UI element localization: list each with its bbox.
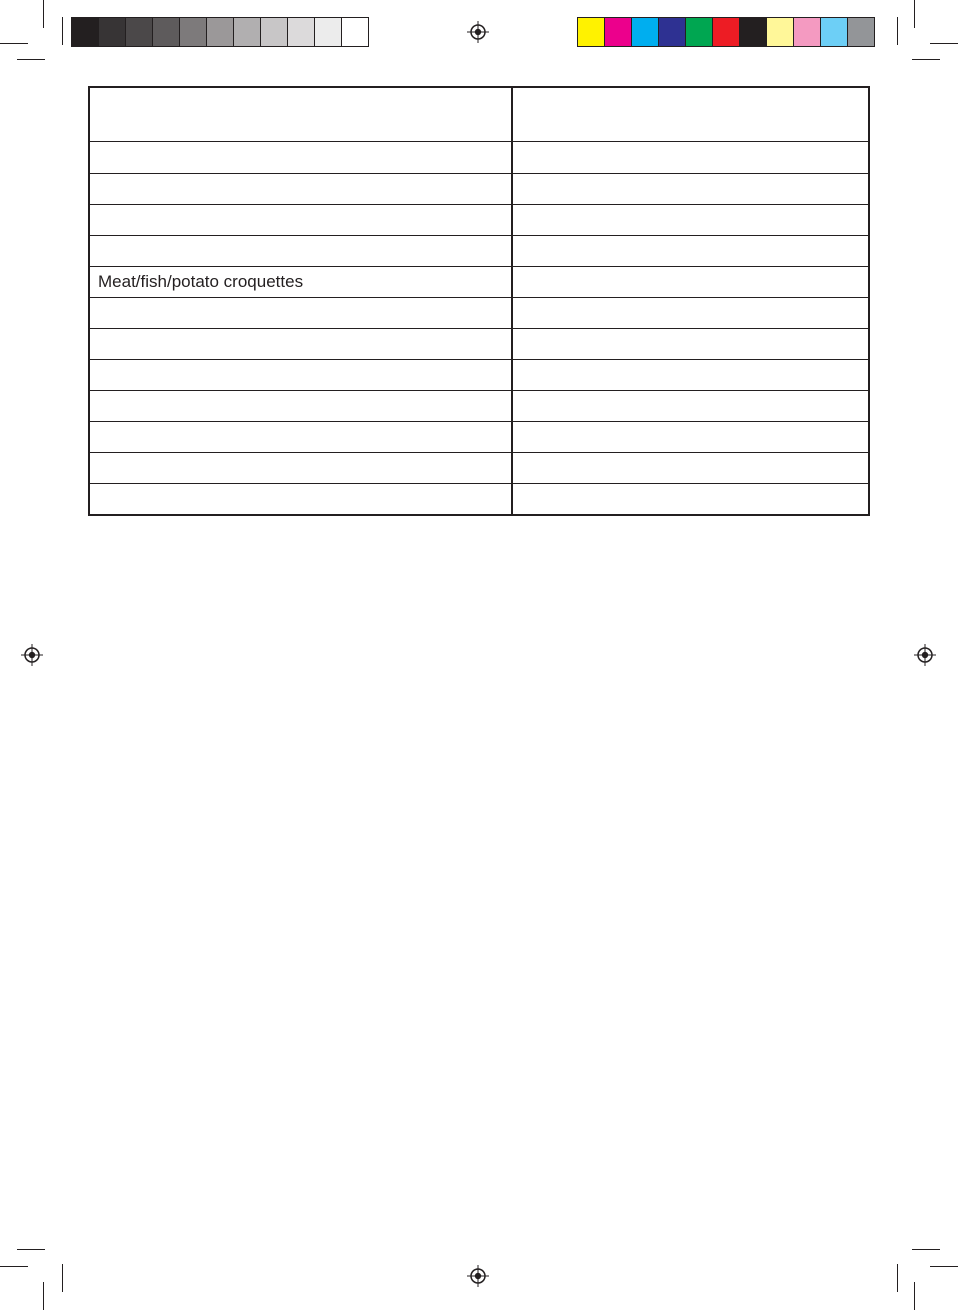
registration-mark-icon (914, 644, 936, 666)
gray-swatch (207, 18, 234, 46)
registration-mark-icon (21, 644, 43, 666)
table-cell (513, 422, 868, 452)
gray-swatch (99, 18, 126, 46)
crop-mark (930, 1266, 958, 1267)
table-cell (513, 391, 868, 421)
crop-mark (930, 43, 958, 44)
table-cell (513, 453, 868, 483)
table-cell (90, 142, 513, 173)
table-row (90, 142, 868, 173)
gray-swatch (180, 18, 207, 46)
table-body (90, 142, 868, 514)
crop-mark (897, 17, 898, 45)
table-cell (90, 360, 513, 390)
table-cell (90, 329, 513, 359)
table-header-cell (513, 88, 868, 141)
crop-mark (914, 1282, 915, 1310)
table-row (90, 204, 868, 235)
table-cell: Meat/fish/potato croquettes (90, 267, 513, 297)
table-cell (513, 329, 868, 359)
data-table (88, 86, 870, 516)
gray-swatch (315, 18, 342, 46)
grayscale-calibration-bar (71, 17, 369, 47)
table-cell (90, 205, 513, 235)
crop-mark (912, 1249, 940, 1250)
gray-swatch (72, 18, 99, 46)
table-row (90, 390, 868, 421)
color-swatch (713, 18, 740, 46)
table-cell (513, 236, 868, 266)
crop-mark (0, 43, 28, 44)
color-swatch (578, 18, 605, 46)
crop-mark (62, 17, 63, 45)
color-swatch (605, 18, 632, 46)
gray-swatch (261, 18, 288, 46)
table-row (90, 421, 868, 452)
crop-mark (17, 59, 45, 60)
table-row (90, 359, 868, 390)
table-row (90, 235, 868, 266)
table-cell (513, 360, 868, 390)
crop-mark (912, 59, 940, 60)
color-swatch (821, 18, 848, 46)
crop-mark (62, 1264, 63, 1292)
crop-mark (914, 0, 915, 28)
crop-mark (897, 1264, 898, 1292)
table-cell (90, 484, 513, 514)
table-cell (90, 422, 513, 452)
table-cell (90, 391, 513, 421)
table-cell (513, 298, 868, 328)
crop-mark (17, 1249, 45, 1250)
table-cell (513, 205, 868, 235)
color-swatch (848, 18, 875, 46)
table-cell (90, 174, 513, 204)
color-swatch (659, 18, 686, 46)
table-row (90, 328, 868, 359)
crop-mark (43, 1282, 44, 1310)
gray-swatch (126, 18, 153, 46)
table-row (90, 452, 868, 483)
table-cell (513, 174, 868, 204)
table-cell (513, 267, 868, 297)
table-row (90, 266, 868, 297)
table-cell (90, 236, 513, 266)
color-swatch (740, 18, 767, 46)
table-cell (90, 298, 513, 328)
color-swatch (767, 18, 794, 46)
table-cell (513, 484, 868, 514)
color-swatch (794, 18, 821, 46)
crop-mark (43, 0, 44, 28)
crop-mark (0, 1266, 28, 1267)
gray-swatch (234, 18, 261, 46)
color-calibration-bar (577, 17, 875, 47)
registration-mark-icon (467, 1265, 489, 1287)
gray-swatch (153, 18, 180, 46)
table-row (90, 173, 868, 204)
table-header-row (90, 88, 868, 142)
table-cell (513, 142, 868, 173)
table-row (90, 483, 868, 514)
table-row (90, 297, 868, 328)
table-header-cell (90, 88, 513, 141)
color-swatch (632, 18, 659, 46)
table-cell (90, 453, 513, 483)
color-swatch (686, 18, 713, 46)
gray-swatch (342, 18, 369, 46)
registration-mark-icon (467, 21, 489, 43)
gray-swatch (288, 18, 315, 46)
